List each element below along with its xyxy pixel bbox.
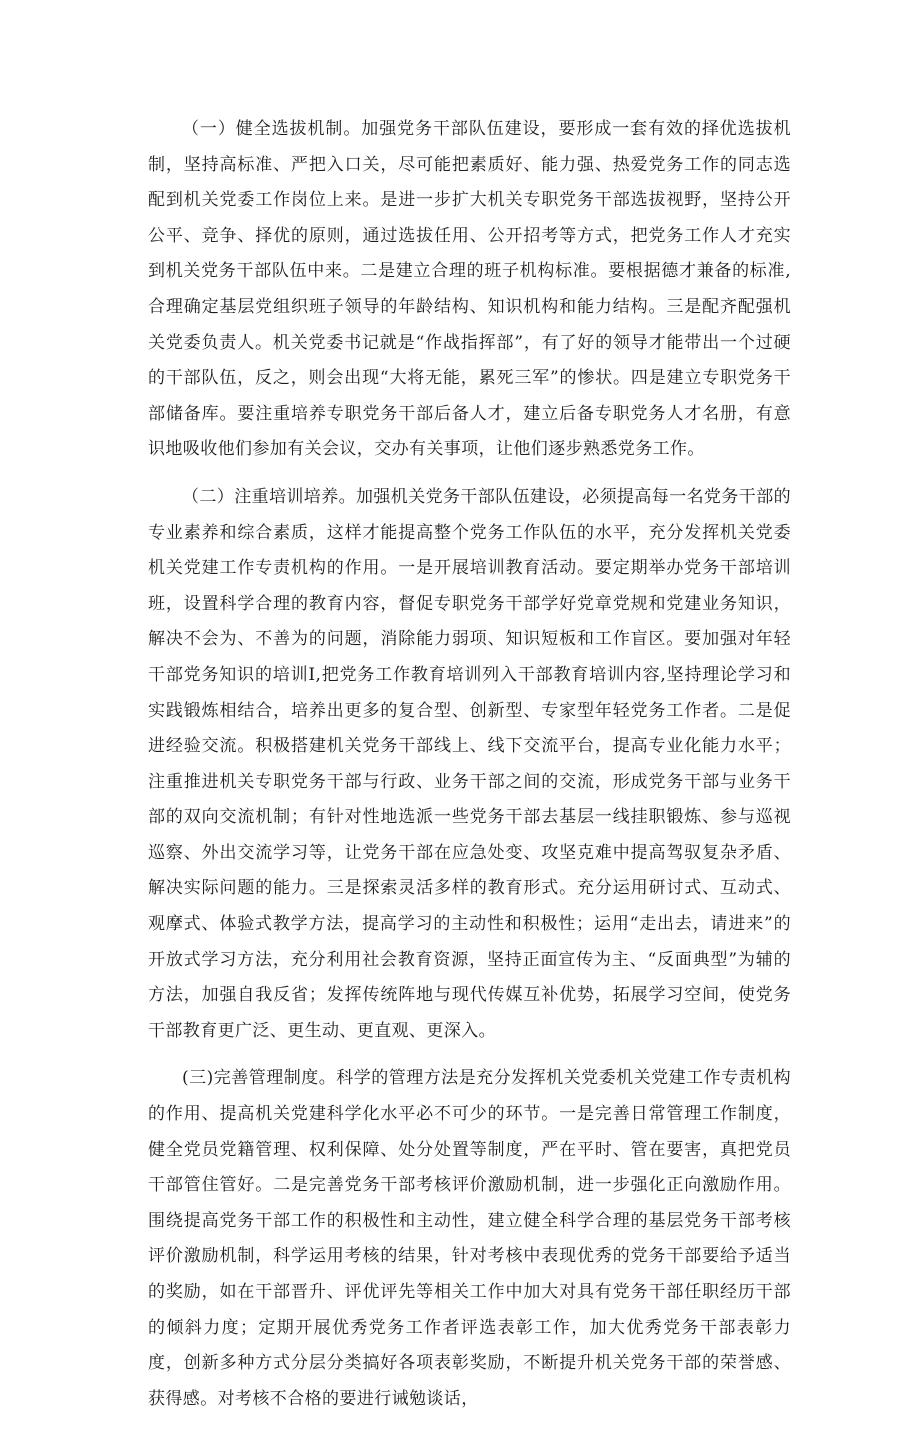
paragraph-selection-mechanism: （一）健全选拔机制。加强党务干部队伍建设，要形成一套有效的择优选拔机制，坚持高标准、严把入口关，尽可能把素质好、能力强、热爱党务工作的同志选配到机关党委工作岗位上来。是进一步扩大机关专职党务干部选拔视野，坚持公开公平、竞争、择优的原则，通过选拔任用、公开招考等方式，把党务工作人才充实到机关党务干部队伍中来。二是建立合理的班子机构标准。要根据德才兼备的标准,合理确定基层党组织班子领导的年龄结构、知识机构和能力结构。三是配齐配强机关党委负责人。机关党委书记就是“作战指挥部”，有了好的领导才能带出一个过硬的干部队伍，反之，则会出现“大将无能，累死三军”的惨状。四是建立专职党务干部储备库。要注重培养专职党务干部后备人才，建立后备专职党务人才名册，有意识地吸收他们参加有关会议，交办有关事项，让他们逐步熟悉党务工作。 (148, 119, 791, 460)
paragraph-training-cultivation: （二）注重培训培养。加强机关党务干部队伍建设，必须提高每一名党务干部的专业素养和综合素质，这样才能提高整个党务工作队伍的水平，充分发挥机关党委机关党建工作专责机构的作用。一是开展培训教育活动。要定期举办党务干部培训班，设置科学合理的教育内容，督促专职党务干部学好党章党规和党建业务知识，解决不会为、不善为的问题，消除能力弱项、知识短板和工作盲区。要加强对年轻干部党务知识的培训I,把党务工作教育培训列入干部教育培训内容,坚持理论学习和实践锻炼相结合，培养出更多的复合型、创新型、专家型年轻党务工作者。二是促进经验交流。积极搭建机关党务干部线上、线下交流平台，提高专业化能力水平；注重推进机关专职党务干部与行政、业务干部之间的交流，形成党务干部与业务干部的双向交流机制；有针对性地选派一些党务干部去基层一线挂职锻炼、参与巡视巡察、外出交流学习等，让党务干部在应急处变、攻坚克难中提高驾驭复杂矛盾、解决实际问题的能力。三是探索灵活多样的教育形式。充分运用研讨式、互动式、观摩式、体验式教学方法，提高学习的主动性和积极性；运用“走出去，请进来”的开放式学习方法，充分利用社会教育资源，坚持正面宣传为主、“反面典型”为辅的方法，加强自我反省；发挥传统阵地与现代传媒互补优势，拓展学习空间，使党务干部教育更广泛、更生动、更直观、更深入。 (148, 486, 791, 1041)
document-body (148, 112, 791, 1429)
paragraph-management-system: (三)完善管理制度。科学的管理方法是充分发挥机关党委机关党建工作专责机构的作用、提高机关党建科学化水平必不可少的环节。一是完善日常管理工作制度，健全党员党籍管理、权利保障、处分处置等制度，严在平时、管在要害，真把党员干部管住管好。二是完善党务干部考核评价激励机制，进一步强化正向激励作用。围绕提高党务干部工作的积极性和主动性，建立健全科学合理的基层党务干部考核评价激励机制，科学运用考核的结果，针对考核中表现优秀的党务干部要给予适当的奖励，如在干部晋升、评优评先等相关工作中加大对具有党务干部任职经历干部的倾斜力度；定期开展优秀党务工作者评选表彰工作，加大优秀党务干部表彰力度，创新多种方式分层分类搞好各项表彰奖励，不断提升机关党务干部的荣誉感、获得感。对考核不合格的要进行诫勉谈话， (148, 1068, 791, 1409)
